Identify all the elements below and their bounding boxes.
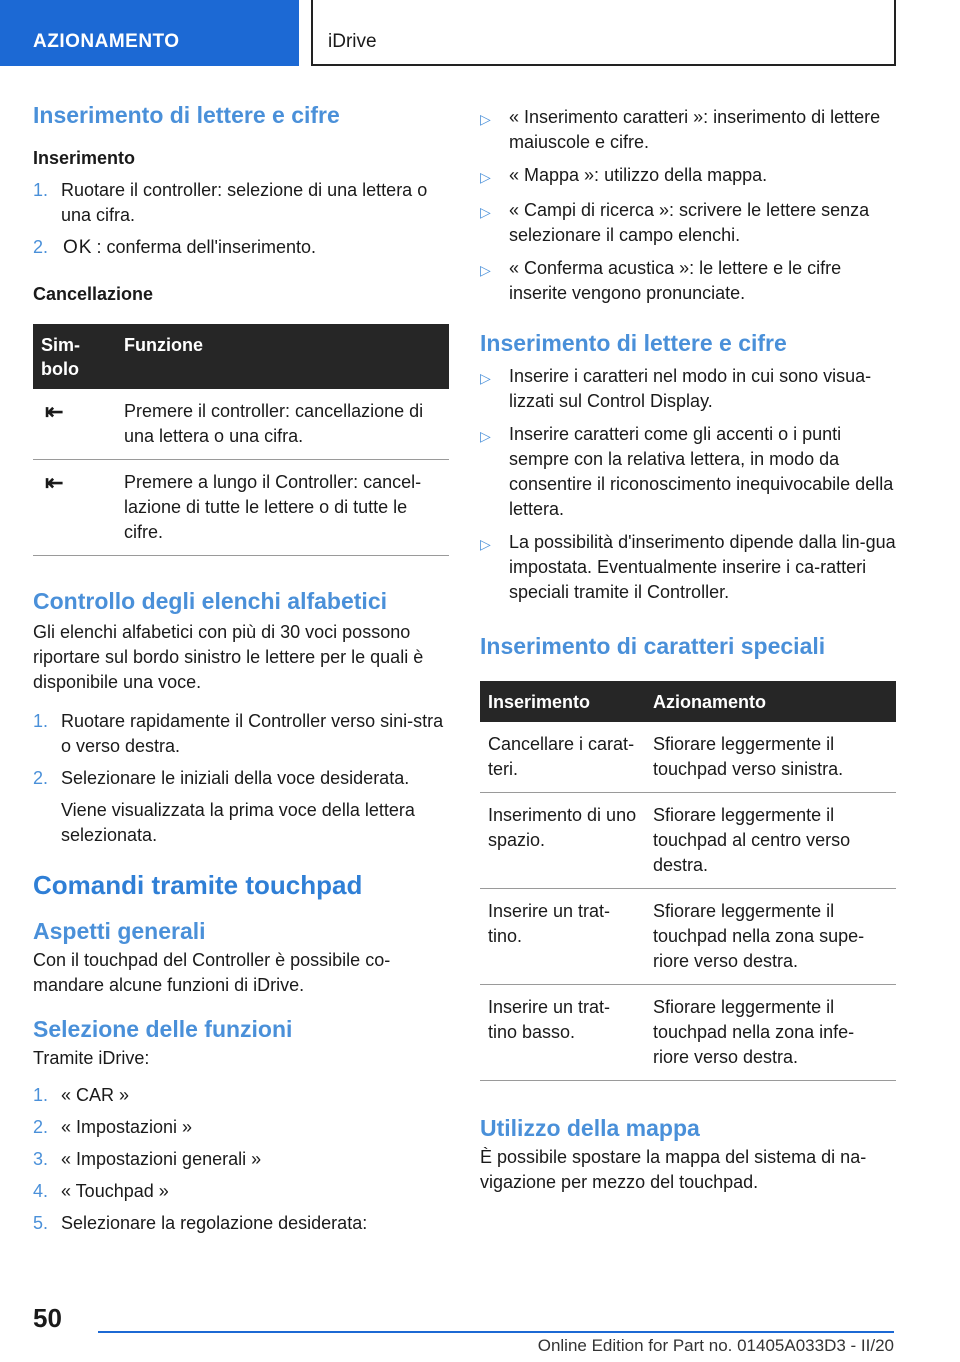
back-arrow-icon: ⇤ [45, 399, 64, 424]
list-item: 2. « Impostazioni » [33, 1117, 193, 1137]
triangle-bullet-icon: ▷ [480, 536, 491, 552]
heading-input-2: Inserimento di lettere e cifre [480, 330, 787, 356]
header-section: AZIONAMENTO [0, 0, 299, 66]
table-row: Inserire un trat-tino. Sfiorare leggermente il touchpad nella zona supe-riore verso destra. [480, 889, 896, 985]
list-item: 2. Selezionare le iniziali della voce desiderata. [33, 768, 410, 788]
triangle-bullet-icon: ▷ [480, 204, 491, 220]
list-item: 1. Ruotare rapidamente il Controller verso sini-stra o verso destra. [33, 711, 444, 756]
heading-map: Utilizzo della mappa [480, 1115, 700, 1141]
delete-table [33, 324, 449, 556]
ok-icon: OK [63, 237, 93, 258]
heading-alpha: Controllo degli elenchi alfabetici [33, 588, 387, 614]
list-item: ▷ Inserire i caratteri nel modo in cui sono visua-lizzati sul Control Display. [480, 364, 896, 414]
subheading-delete: Cancellazione [33, 284, 154, 304]
table-header: Funzione [116, 324, 449, 389]
triangle-bullet-icon: ▷ [480, 169, 491, 185]
heading-special: Inserimento di caratteri speciali [480, 633, 826, 659]
heading-input: Inserimento di lettere e cifre [33, 102, 340, 128]
left-column [33, 100, 449, 1252]
general-paragraph: Con il touchpad del Controller è possibile co-mandare alcune funzioni di iDrive. [33, 950, 391, 995]
list-item: ▷ « Inserimento caratteri »: inserimento di lettere maiuscole e cifre. [480, 105, 896, 155]
heading-select: Selezione delle funzioni [33, 1016, 293, 1042]
list-item: 5. Selezionare la regolazione desiderata: [33, 1213, 368, 1233]
table-header: Azionamento [645, 681, 896, 722]
triangle-bullet-icon: ▷ [480, 370, 491, 386]
footer-edition: Online Edition for Part no. 01405A033D3 - II/20 [537, 1336, 894, 1355]
triangle-bullet-icon: ▷ [480, 262, 491, 278]
list-item: 2. OK : conferma dell'inserimento. [33, 237, 316, 258]
list-item: ▷ « Mappa »: utilizzo della mappa. [480, 163, 896, 190]
table-header: Inserimento [480, 681, 645, 722]
header-chapter: iDrive [311, 0, 896, 66]
triangle-bullet-icon: ▷ [480, 428, 491, 444]
alpha-note: Viene visualizzata la prima voce della lettera selezionata. [61, 800, 415, 845]
footer-divider [98, 1331, 894, 1333]
list-item: 1. Ruotare il controller: selezione di una lettera o una cifra. [33, 180, 428, 225]
select-paragraph: Tramite iDrive: [33, 1048, 150, 1068]
list-item: 4. « Touchpad » [33, 1181, 169, 1201]
list-item: ▷ « Conferma acustica »: le lettere e le cifre inserite vengono pronunciate. [480, 256, 896, 306]
select-steps [33, 1083, 449, 1236]
right-column [480, 105, 896, 1205]
back-arrow-icon: ⇤ [45, 470, 64, 495]
list-item: 3. « Impostazioni generali » [33, 1149, 262, 1169]
list-item: ▷ « Campi di ricerca »: scrivere le lettere senza selezionare il campo elenchi. [480, 198, 896, 248]
alpha-paragraph: Gli elenchi alfabetici con più di 30 voci possono riportare sul bordo sinistro le lettere per le quali è disponibile una voce. [33, 622, 424, 692]
map-paragraph: È possibile spostare la mappa del sistema di na-vigazione per mezzo del touchpad. [480, 1147, 867, 1192]
table-row: Inserimento di uno spazio. Sfiorare leggermente il touchpad al centro verso destra. [480, 793, 896, 889]
list-item: ▷ Inserire caratteri come gli accenti o i punti sempre con la relativa lettera, in modo da consentire il riconoscimento inequivocabile della lettera. [480, 422, 896, 522]
list-item: ▷ La possibilità d'inserimento dipende dalla lin-gua impostata. Eventualmente inserire i ca-ratteri speciali tramite il Controller. [480, 530, 896, 605]
table-row: ⇤ Premere a lungo il Controller: cancel-lazione di tutte le lettere o di tutte le cifre. [33, 460, 449, 556]
table-header: Sim-bolo [33, 324, 116, 389]
alpha-steps [33, 709, 449, 791]
settings-bullets [480, 105, 896, 306]
list-item: 1. « CAR » [33, 1085, 130, 1105]
input-steps [33, 178, 449, 260]
heading-general: Aspetti generali [33, 918, 206, 944]
special-table [480, 681, 896, 1081]
table-row: Inserire un trat-tino basso. Sfiorare leggermente il touchpad nella zona infe-riore verso destra. [480, 985, 896, 1081]
input2-bullets [480, 364, 896, 605]
table-row: Cancellare i carat-teri. Sfiorare leggermente il touchpad verso sinistra. [480, 722, 896, 793]
heading-touchpad: Comandi tramite touchpad [33, 870, 363, 900]
page-number: 50 [33, 1303, 62, 1333]
triangle-bullet-icon: ▷ [480, 111, 491, 127]
subheading-input: Inserimento [33, 148, 136, 168]
table-row: ⇤ Premere il controller: cancellazione di una lettera o una cifra. [33, 389, 449, 460]
